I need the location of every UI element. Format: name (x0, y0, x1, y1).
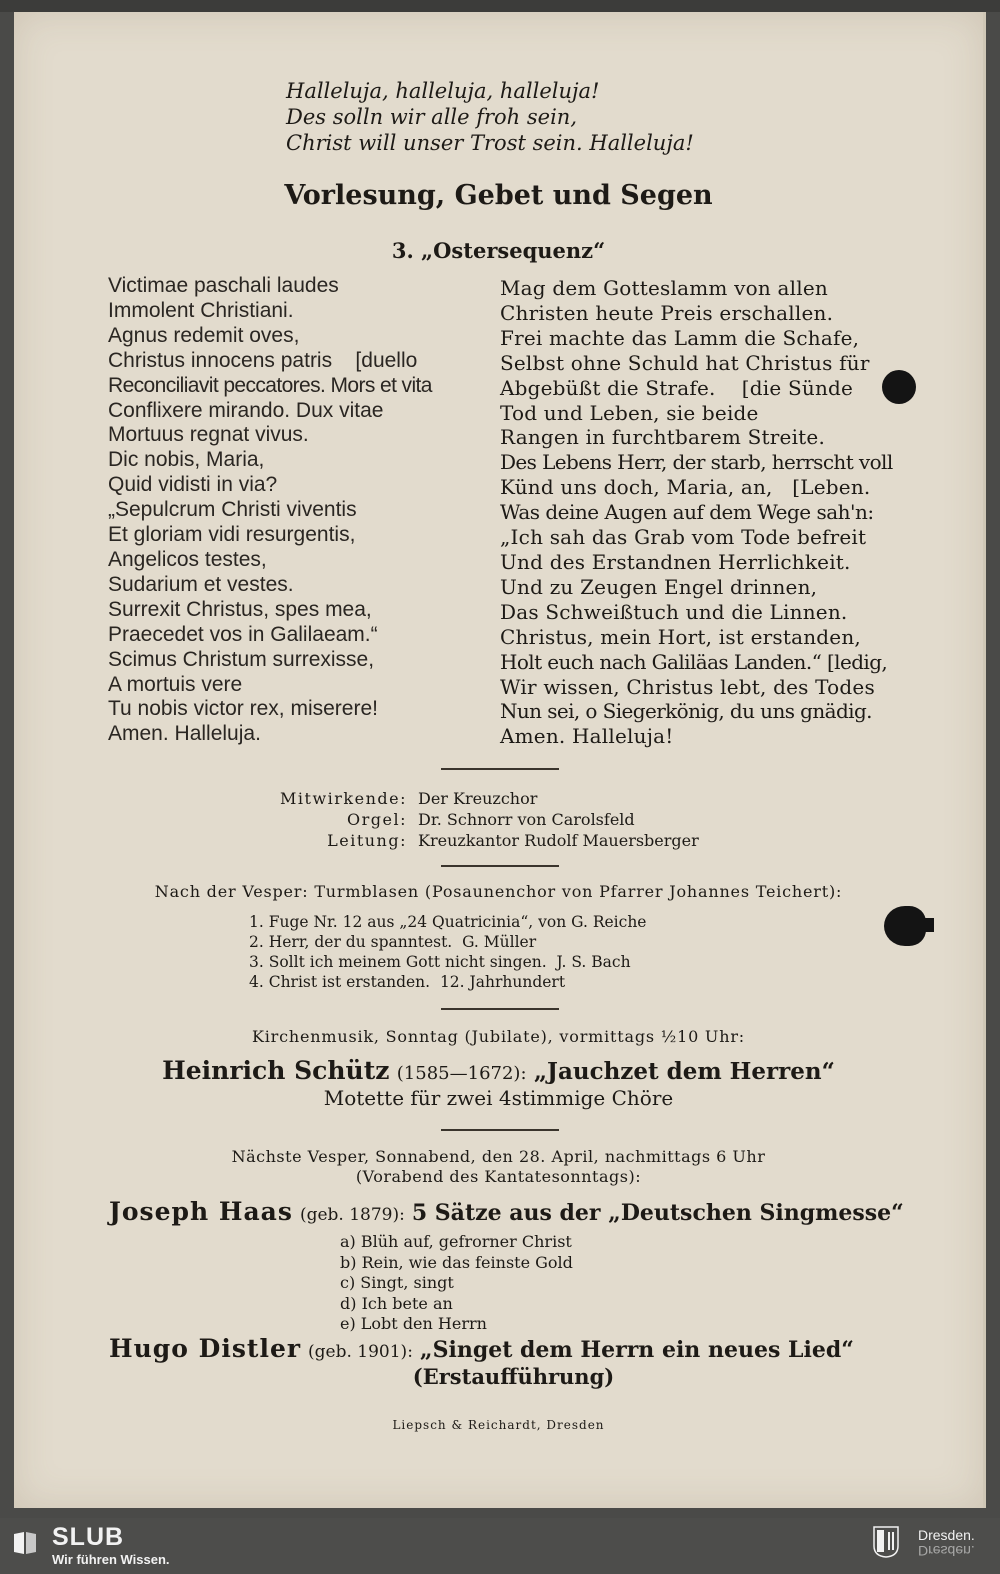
composer-dates: (geb. 1901): (308, 1342, 413, 1362)
scanner-frame (0, 0, 1000, 12)
latin-line: Conflixere mirando. Dux vitae (108, 398, 384, 422)
work-title: „Jauchzet dem Herren“ (533, 1058, 835, 1085)
german-line: „Ich sah das Grab vom Tode befreit (500, 525, 867, 550)
latin-line: Immolent Christiani. (108, 298, 294, 322)
latin-line: Scimus Christum surrexisse, (108, 647, 375, 671)
next-vesper-line: (Vorabend des Kantatesonntags): (355, 1167, 642, 1186)
work-title: „Singet dem Herrn ein neues Lied“ (419, 1337, 854, 1363)
haas-line (109, 1197, 904, 1226)
hymn-verse (286, 78, 694, 156)
document-page (14, 12, 986, 1508)
distler-line (109, 1334, 854, 1363)
german-line: Selbst ohne Schuld hat Christus für (500, 350, 870, 375)
credit-label: Leitung: (327, 831, 407, 850)
latin-line: Surrexit Christus, spes mea, (108, 597, 372, 621)
composer-dates: (geb. 1879): (299, 1205, 405, 1225)
movement-list (340, 1232, 573, 1335)
after-vesper-heading: Nach der Vesper: Turmblasen (Posaunenchor von Pfarrer Johannes Teichert): (154, 882, 843, 901)
church-music-heading: Kirchenmusik, Sonntag (Jubilate), vormittags ½10 Uhr: (252, 1027, 745, 1046)
city-crest-icon (873, 1526, 899, 1558)
list-item: e) Lobt den Herrn (340, 1314, 487, 1333)
latin-line: Sudarium et vestes. (108, 572, 294, 596)
book-icon (12, 1530, 38, 1556)
hymn-line: Christ will unser Trost sein. Halleluja! (286, 131, 694, 155)
list-item: 4. Christ ist erstanden. 12. Jahrhundert (249, 973, 566, 991)
credit-row (14, 809, 983, 830)
list-item: c) Singt, singt (340, 1273, 454, 1292)
german-line: Wir wissen, Christus lebt, des Todes (500, 674, 875, 699)
library-footer (0, 1518, 1000, 1574)
next-vesper (14, 1147, 983, 1187)
german-line: Des Lebens Herr, der starb, herrscht voll (500, 450, 893, 475)
list-item: 1. Fuge Nr. 12 aus „24 Quatricinia“, von G. Reiche (249, 913, 647, 931)
latin-line: Angelicos testes, (108, 547, 267, 571)
divider (441, 1008, 559, 1010)
latin-line: A mortuis vere (108, 672, 243, 696)
composer-name: Hugo Distler (109, 1334, 302, 1363)
latin-line: Christus innocens patris [duello (108, 348, 418, 372)
german-line: Amen. Halleluja! (500, 724, 674, 749)
latin-line: Reconciliavit peccatores. Mors et vita (108, 373, 432, 397)
german-line: Christen heute Preis erschallen. (500, 300, 834, 325)
composer-name: Heinrich Schütz (162, 1056, 390, 1085)
credit-value: Der Kreuzchor (418, 789, 538, 808)
german-line: Und des Erstandnen Herrlichkeit. (500, 549, 851, 574)
german-line: Künd uns doch, Maria, an, [Leben. (500, 475, 871, 500)
work-title: 5 Sätze aus der „Deutschen Singmesse“ (411, 1200, 904, 1226)
german-column (500, 276, 893, 749)
credit-row (14, 830, 983, 851)
credits (14, 788, 983, 851)
german-line: Holt euch nach Galiläas Landen.“ [ledig, (500, 649, 888, 674)
city-name-reflection: Dresden. (918, 1543, 975, 1559)
credit-label: Orgel: (347, 810, 407, 829)
german-line: Frei machte das Lamm die Schafe, (500, 325, 860, 350)
list-item: a) Blüh auf, gefrorner Christ (340, 1232, 572, 1251)
hymn-line: Halleluja, halleluja, halleluja! (286, 79, 600, 103)
list-item: b) Rein, wie das feinste Gold (340, 1252, 573, 1272)
latin-line: Tu nobis victor rex, miserere! (108, 697, 378, 721)
next-vesper-line: Nächste Vesper, Sonnabend, den 28. April, nachmittags 6 Uhr (231, 1147, 766, 1166)
composer-dates: (1585—1672): (396, 1063, 527, 1084)
library-tagline: Wir führen Wissen. (52, 1552, 170, 1567)
german-line: Abgebüßt die Strafe. [die Sünde (500, 375, 854, 400)
latin-line: „Sepulcrum Christi viventis (108, 498, 357, 522)
german-line: Tod und Leben, sie beide (500, 400, 759, 425)
latin-line: Dic nobis, Maria, (108, 448, 265, 472)
composer-name: Joseph Haas (109, 1197, 293, 1226)
latin-line: Mortuus regnat vivus. (108, 423, 309, 447)
latin-line: Quid vidisti in via? (108, 473, 278, 497)
list-item: 3. Sollt ich meinem Gott nicht singen. J. S. Bach (249, 953, 631, 971)
latin-column (108, 274, 432, 747)
credit-value: Kreuzkantor Rudolf Mauersberger (418, 831, 699, 850)
divider (441, 768, 559, 770)
credit-label: Mitwirkende: (280, 789, 407, 808)
sequence-title: 3. „Ostersequenz“ (391, 238, 606, 263)
work-subtitle: Motette für zwei 4stimmige Chöre (323, 1086, 674, 1110)
section-heading: Vorlesung, Gebet und Segen (284, 180, 713, 211)
german-line: Was deine Augen auf dem Wege sah'n: (500, 500, 874, 525)
tower-music-list (249, 912, 646, 992)
german-line: Das Schweißtuch und die Linnen. (500, 599, 848, 624)
latin-line: Amen. Halleluja. (108, 722, 261, 746)
credit-row (14, 788, 983, 809)
schuetz-line (14, 1056, 983, 1085)
divider (441, 865, 559, 867)
latin-line: Praecedet vos in Galilaeam.“ (108, 622, 378, 646)
german-line: Christus, mein Hort, ist erstanden, (500, 624, 861, 649)
punch-hole (884, 906, 926, 946)
premiere-note: (Erstaufführung) (412, 1364, 615, 1389)
city-name: Dresden. (918, 1527, 975, 1543)
latin-line: Et gloriam vidi resurgentis, (108, 523, 356, 547)
divider (441, 1129, 559, 1131)
credit-value: Dr. Schnorr von Carolsfeld (418, 810, 635, 829)
hymn-line: Des solln wir alle froh sein, (286, 105, 578, 129)
city-label[interactable] (918, 1527, 975, 1559)
latin-line: Agnus redemit oves, (108, 323, 300, 347)
list-item: 2. Herr, der du spanntest. G. Müller (249, 933, 537, 951)
german-line: Und zu Zeugen Engel drinnen, (500, 574, 818, 599)
latin-line: Victimae paschali laudes (108, 274, 339, 297)
printer-imprint: Liepsch & Reichardt, Dresden (392, 1418, 605, 1432)
german-line: Mag dem Gotteslamm von allen (500, 276, 828, 300)
german-line: Rangen in furchtbarem Streite. (500, 425, 826, 450)
german-line: Nun sei, o Siegerkönig, du uns gnädig. (500, 699, 872, 724)
library-brand[interactable]: SLUB (52, 1523, 125, 1551)
list-item: d) Ich bete an (340, 1293, 453, 1313)
